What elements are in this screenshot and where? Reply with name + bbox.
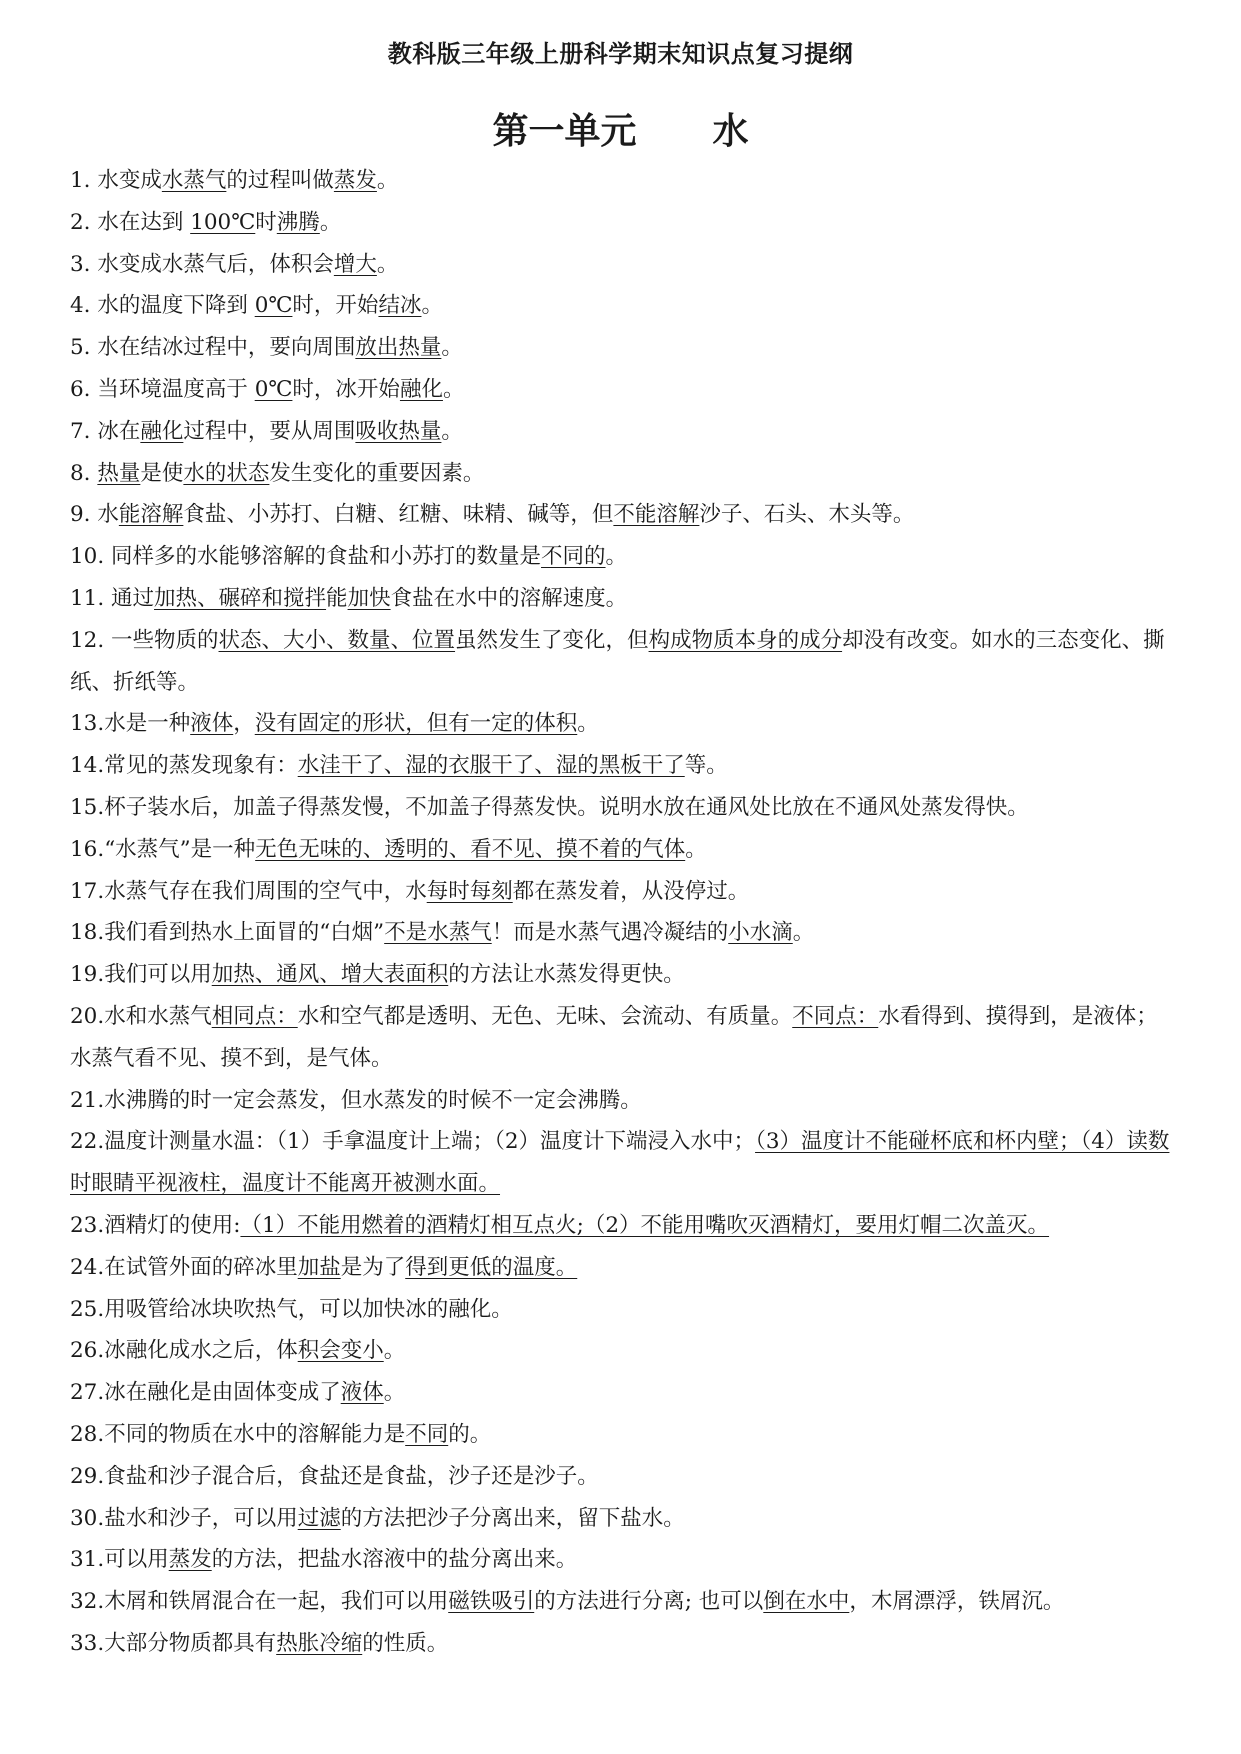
underlined-keyword: 沸腾 [276,209,320,235]
point-text: 27.冰在融化是由固体变成了 [70,1380,341,1406]
point-text: 。 [376,251,399,277]
knowledge-point [70,411,1170,453]
point-text: 6. 当环境温度高于 [70,376,255,402]
point-text: 17.水蒸气存在我们周围的空气中，水 [70,878,427,904]
point-text: 21.水沸腾的时一定会蒸发，但水蒸发的时候不一定会沸腾。 [70,1087,642,1113]
knowledge-point [70,1289,1170,1331]
knowledge-point [70,954,1170,996]
underlined-keyword: 热胀冷缩 [276,1630,363,1656]
knowledge-point [70,620,1170,704]
point-text: 9. 水 [70,502,119,528]
point-text: 22.温度计测量水温：（1）手拿温度计上端；（2）温度计下端浸入水中； [70,1129,756,1155]
underlined-keyword: 构成物质本身的成分 [648,627,843,653]
underlined-keyword: 不同点： [792,1003,879,1029]
knowledge-point [70,1498,1170,1540]
knowledge-point [70,202,1170,244]
point-text: 的方法，把盐水溶液中的盐分离出来。 [211,1547,578,1573]
underlined-keyword: 水蒸气 [161,168,227,193]
underlined-keyword: 液体 [190,711,234,737]
knowledge-point [70,871,1170,913]
knowledge-point [70,1456,1170,1498]
underlined-keyword: 液体 [340,1380,384,1406]
point-text: 的。 [448,1421,492,1447]
point-text: 时，开始 [292,293,379,319]
knowledge-point [70,1372,1170,1414]
point-text: 食盐在水中的溶解速度。 [390,585,628,611]
knowledge-point [70,787,1170,829]
underlined-keyword: 小水滴 [728,920,793,946]
point-text: 3. 水变成水蒸气后，体积会 [70,251,334,277]
unit-name: 水 [712,111,749,152]
point-text: 12. 一些物质的 [70,627,219,653]
point-text: 18.我们看到热水上面冒的“白烟” [70,920,385,946]
point-text: 。 [441,335,463,361]
underlined-keyword: 结冰 [378,293,422,319]
point-text: 26.冰融化成水之后，体 [70,1338,298,1364]
knowledge-point [70,453,1170,495]
point-text: 是为了 [340,1254,406,1280]
point-text: 8. [70,460,98,486]
underlined-keyword: 吸收热量 [355,418,442,444]
underlined-keyword: 0℃ [254,293,293,319]
point-text: 。 [577,711,599,737]
underlined-keyword: 0℃ [254,376,293,402]
point-text: 。 [383,1338,406,1364]
point-text: 14.常见的蒸发现象有： [70,753,298,779]
point-text: 的方法让水蒸发得更快。 [448,962,685,988]
underlined-keyword: 水洼干了、湿的衣服干了、湿的黑板干了 [297,753,685,779]
underlined-keyword: 增大 [333,251,377,277]
document-title: 教科版三年级上册科学期末知识点复习提纲 [387,40,854,68]
point-text: 4. 水的温度下降到 [70,293,255,319]
point-text: 都在蒸发着，从没停过。 [512,878,750,904]
point-text: 16.“水蒸气”是一种 [70,836,256,862]
point-text: 25.用吸管给冰块吹热气，可以加快冰的融化。 [70,1296,513,1322]
knowledge-point [70,536,1170,578]
point-text: 19.我们可以用 [70,962,212,988]
knowledge-point [70,1330,1170,1372]
point-text: 沙子、石头、木头等。 [699,502,915,528]
underlined-keyword: 蒸发 [168,1547,212,1573]
point-text: 的方法进行分离; 也可以 [534,1589,764,1615]
point-text: 却没有改变。如水的三态变化、撕纸、折纸等。 [70,627,1165,695]
point-text: 水看得到、摸得到，是液体；水蒸气看不见、摸不到，是气体。 [70,1003,1158,1071]
point-text: 15.杯子装水后，加盖子得蒸发慢，不加盖子得蒸发快。说明水放在通风处比放在不通风处蒸发得快。 [70,794,1029,820]
unit-number: 第一单元 [492,111,637,152]
point-text: 24.在试管外面的碎冰里 [70,1254,298,1280]
knowledge-point [70,244,1170,286]
knowledge-point [70,1205,1170,1247]
knowledge-point [70,1414,1170,1456]
knowledge-point [70,912,1170,954]
point-text: 7. 冰在 [70,418,141,444]
point-text: 。 [319,209,342,235]
point-text: 11. 通过 [70,585,155,611]
knowledge-point [70,1539,1170,1581]
underlined-keyword: 过滤 [297,1505,341,1531]
point-text: 30.盐水和沙子，可以用 [70,1505,298,1531]
point-text: 虽然发生了变化，但 [455,627,649,653]
point-text: 。 [792,920,815,946]
knowledge-point-list [70,160,1170,1665]
underlined-keyword: 不能溶解 [613,502,700,528]
point-text: ，木屑漂浮，铁屑沉。 [849,1589,1065,1615]
point-text: 2. 水在达到 [70,209,191,235]
underlined-keyword: 倒在水中 [763,1589,850,1615]
knowledge-point [70,1247,1170,1289]
underlined-keyword: 积会变小 [297,1338,384,1364]
point-text: ， [233,711,255,737]
knowledge-point [70,578,1170,620]
unit-heading [0,108,1241,156]
point-text: 。 [383,1380,406,1406]
point-text: 。 [605,544,628,570]
point-text: 是使 [140,460,184,486]
point-text: ！而是水蒸气遇冷凝结的 [491,920,729,946]
knowledge-point [70,494,1170,536]
underlined-keyword: 得到更低的温度。 [405,1254,578,1280]
underlined-keyword: 热量 [97,460,141,486]
point-text: 食盐、小苏打、白糖、红糖、味精、碱等，但 [183,502,614,528]
underlined-keyword: 水的状态 [183,460,270,486]
point-text: 20.水和水蒸气 [70,1003,212,1029]
point-text: 32.木屑和铁屑混合在一起，我们可以用 [70,1589,449,1615]
underlined-keyword: 融化 [140,418,184,444]
knowledge-point [70,285,1170,327]
underlined-keyword: 相同点： [211,1003,298,1029]
underlined-keyword: 100℃ [190,209,256,235]
point-text: 的方法把沙子分离出来，留下盐水。 [340,1505,685,1531]
point-text: 水和空气都是透明、无色、无味、会流动、有质量。 [297,1003,793,1029]
point-text: 的性质。 [362,1630,449,1656]
point-text: 时，冰开始 [292,376,400,402]
point-text: 。 [442,376,465,402]
underlined-keyword: 加盐 [297,1254,341,1280]
underlined-keyword: 蒸发 [333,168,377,193]
point-text: 能 [326,585,348,611]
underlined-keyword: （3）温度计不能碰杯底和杯内壁；（4）读数时眼睛平视液柱，温度计不能离开被测水面。 [70,1129,1170,1197]
underlined-keyword: 不同 [405,1421,449,1447]
point-text: 31.可以用 [70,1547,169,1573]
underlined-keyword: 磁铁吸引 [448,1589,535,1615]
underlined-keyword: 加快 [347,585,391,611]
underlined-keyword: 每时每刻 [426,878,513,904]
underlined-keyword: 状态、大小、数量、位置 [218,627,456,653]
knowledge-point [70,703,1170,745]
point-text: 。 [421,293,443,319]
knowledge-point [70,327,1170,369]
underlined-keyword: 不同的 [541,544,606,570]
point-text: 23.酒精灯的使用: [70,1212,241,1238]
point-text: 1. 水变成 [70,168,162,193]
point-text: 过程中，要从周围 [183,418,356,444]
knowledge-point [70,996,1170,1080]
knowledge-point [70,160,1170,202]
underlined-keyword: 能溶解 [118,502,184,528]
underlined-keyword: 放出热量 [355,335,442,361]
underlined-keyword: 不是水蒸气 [384,920,492,946]
point-text: 。 [685,836,707,862]
point-text: 28.不同的物质在水中的溶解能力是 [70,1421,406,1447]
point-text: 29.食盐和沙子混合后，食盐还是食盐，沙子还是沙子。 [70,1463,599,1489]
knowledge-point [70,1581,1170,1623]
point-text: 时 [255,209,277,235]
point-text: 5. 水在结冰过程中，要向周围 [70,335,356,361]
point-text: 。 [376,168,399,193]
point-text: 10. 同样多的水能够溶解的食盐和小苏打的数量是 [70,544,542,570]
underlined-keyword: 没有固定的形状，但有一定的体积 [254,711,578,737]
underlined-keyword: 融化 [399,376,443,402]
point-text: 33.大部分物质都具有 [70,1630,277,1656]
underlined-keyword: 无色无味的、透明的、看不见、摸不着的气体 [255,836,686,862]
point-text: 13.水是一种 [70,711,191,737]
knowledge-point [70,1080,1170,1122]
knowledge-point [70,369,1170,411]
underlined-keyword: 加热、通风、增大表面积 [211,962,449,988]
point-text: 。 [441,418,463,444]
point-text: 的过程叫做 [226,168,334,193]
underlined-keyword: （1）不能用燃着的酒精灯相互点火;（2）不能用嘴吹灭酒精灯，要用灯帽二次盖灭。 [240,1212,1050,1238]
underlined-keyword: 加热、碾碎和搅拌 [154,585,327,611]
knowledge-point [70,829,1170,871]
knowledge-point [70,1623,1170,1665]
knowledge-point [70,1121,1170,1205]
point-text: 发生变化的重要因素。 [269,460,485,486]
knowledge-point [70,745,1170,787]
point-text: 等。 [684,753,728,779]
